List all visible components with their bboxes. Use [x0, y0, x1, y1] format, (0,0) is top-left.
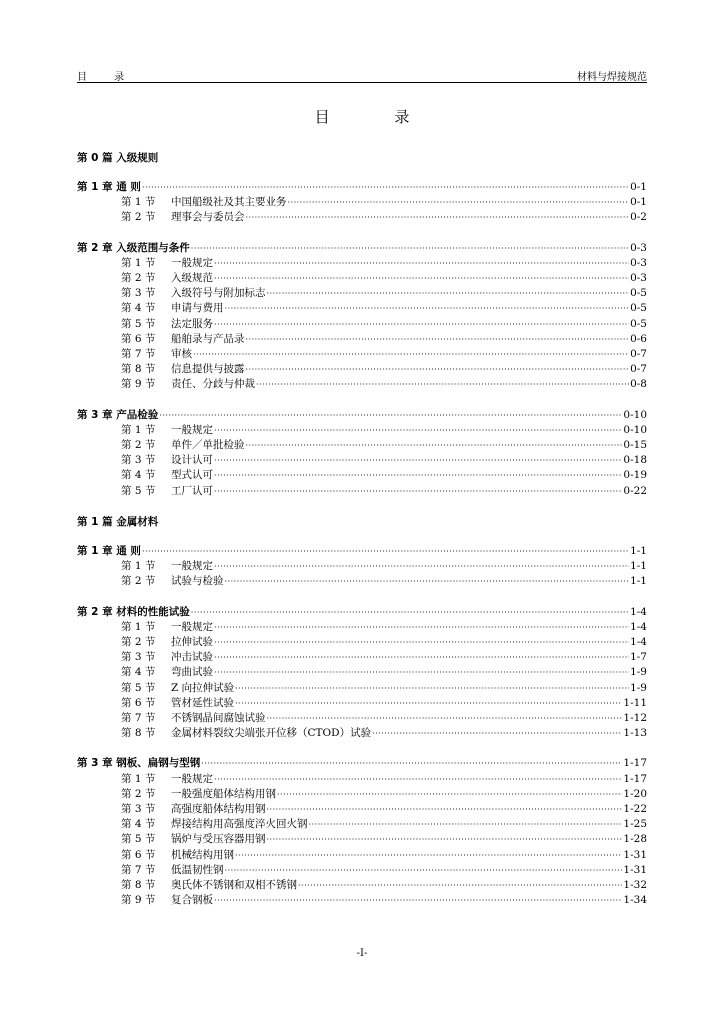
toc-section-number: 第 2 节 — [121, 787, 156, 800]
toc-page-number: 0-15 — [623, 439, 647, 451]
toc-section-entry[interactable] — [77, 862, 647, 877]
toc-page-number: 1-20 — [623, 787, 647, 800]
toc-leader-dots — [214, 259, 629, 268]
toc-leader-dots — [246, 335, 630, 344]
toc-leader-dots — [267, 835, 623, 844]
toc-leader-dots — [235, 684, 629, 693]
toc-section-entry[interactable] — [77, 316, 647, 331]
toc-section-title: 试验与检验 — [171, 575, 224, 588]
toc-leader-dots — [267, 805, 623, 814]
toc-page-number: 1-34 — [623, 894, 647, 907]
toc-section-number: 第 7 节 — [121, 712, 156, 724]
toc-page-number: 0-18 — [623, 454, 647, 467]
toc-chapter-number: 第 1 章 — [77, 181, 113, 193]
toc-page-number: 0-5 — [630, 317, 647, 330]
toc-leader-dots — [191, 608, 629, 617]
toc-leader-dots — [267, 289, 630, 298]
toc-section-entry[interactable] — [77, 695, 647, 710]
toc-leader-dots — [214, 623, 629, 632]
toc-leader-dots — [193, 350, 629, 359]
toc-chapter-number: 第 2 章 — [77, 605, 113, 618]
toc-section-number: 第 9 节 — [121, 894, 156, 907]
toc-section-entry[interactable] — [77, 725, 647, 740]
toc-section-title: 责任、分歧与仲裁 — [171, 378, 255, 391]
toc-section-entry[interactable] — [77, 300, 647, 315]
toc-section-entry[interactable] — [77, 816, 647, 831]
toc-section-number: 第 4 节 — [121, 818, 156, 831]
toc-leader-dots — [214, 487, 622, 496]
toc-section-title: 一般规定 — [171, 560, 213, 573]
toc-chapter-title: 入级范围与条件 — [116, 241, 190, 254]
toc-section-entry[interactable] — [77, 209, 647, 224]
toc-page-number: 1-4 — [630, 636, 647, 648]
toc-section-title: 拉伸试验 — [171, 636, 213, 648]
toc-page-number: 0-22 — [623, 484, 647, 497]
toc-section-title: 一般规定 — [171, 620, 213, 633]
toc-page-number: 1-9 — [630, 666, 647, 679]
toc-section-title: 复合钢板 — [171, 894, 213, 907]
toc-section-title: 锅炉与受压容器用钢 — [171, 833, 266, 846]
toc-section-title: 信息提供与披露 — [171, 363, 245, 376]
toc-page-number: 1-4 — [630, 620, 647, 633]
toc-section-number: 第 3 节 — [121, 454, 156, 467]
toc-section-number: 第 1 节 — [121, 620, 156, 633]
toc-section-entry[interactable] — [77, 892, 647, 907]
toc-leader-dots — [246, 441, 623, 450]
toc-section-title: 法定服务 — [171, 317, 213, 330]
toc-section-entry[interactable] — [77, 801, 647, 816]
toc-chapter-entry[interactable] — [77, 407, 647, 422]
toc-leader-dots — [246, 365, 630, 374]
toc-section-entry[interactable] — [77, 710, 647, 725]
toc-page-number: 0-19 — [623, 469, 647, 482]
toc-chapter-number: 第 1 章 — [77, 545, 113, 557]
toc-page-number: 1-12 — [623, 712, 647, 724]
toc-leader-dots — [235, 699, 622, 708]
toc-section-entry[interactable] — [77, 346, 647, 361]
toc-page-number: 0-5 — [630, 287, 647, 300]
toc-section-number: 第 1 节 — [121, 423, 156, 436]
toc-section-number: 第 3 节 — [121, 287, 156, 300]
toc-section-title: 船舶录与产品录 — [171, 332, 245, 345]
toc-leader-dots — [256, 380, 629, 389]
toc-page-number: 0-3 — [630, 272, 647, 284]
toc-section-number: 第 4 节 — [121, 302, 156, 315]
toc-part-heading: 第 0 篇 入级规则 — [77, 152, 159, 164]
toc-section-number: 第 4 节 — [121, 666, 156, 679]
toc-section-title: 型式认可 — [171, 469, 213, 482]
toc-section-entry[interactable] — [77, 847, 647, 862]
toc-page-number: 1-17 — [623, 772, 647, 785]
toc-section-title: 单件／单批检验 — [171, 439, 245, 451]
toc-page-number: 0-6 — [630, 332, 647, 345]
toc-section-title: 不锈钢晶间腐蚀试验 — [171, 712, 266, 724]
toc-chapter-number: 第 2 章 — [77, 241, 113, 254]
toc-section-number: 第 2 节 — [121, 211, 156, 224]
toc-leader-dots — [225, 577, 630, 586]
toc-section-number: 第 3 节 — [121, 803, 156, 815]
toc-page-number: 0-3 — [630, 241, 647, 254]
toc-section-title: 审核 — [171, 348, 192, 360]
toc-leader-dots — [225, 866, 623, 875]
toc-leader-dots — [214, 426, 622, 435]
toc-section-title: 理事会与委员会 — [171, 211, 245, 224]
toc-chapter-number: 第 3 章 — [77, 408, 113, 421]
toc-section-entry[interactable] — [77, 634, 647, 649]
toc-section-entry[interactable] — [77, 361, 647, 376]
toc-page-number: 0-5 — [630, 302, 647, 315]
header-section-label: 目 录 — [77, 72, 137, 83]
toc-leader-dots — [191, 244, 629, 253]
toc-leader-dots — [214, 320, 629, 329]
toc-leader-dots — [267, 714, 623, 723]
toc-section-title: 一般强度船体结构用钢 — [171, 787, 276, 800]
toc-section-entry[interactable] — [77, 664, 647, 679]
toc-leader-dots — [214, 274, 629, 283]
toc-chapter-title: 材料的性能试验 — [116, 605, 190, 618]
toc-page-number: 1-17 — [623, 757, 647, 770]
toc-section-number: 第 1 节 — [121, 560, 156, 573]
toc-section-number: 第 9 节 — [121, 378, 156, 391]
toc-section-title: 工厂认可 — [171, 484, 213, 497]
toc-section-entry[interactable] — [77, 831, 647, 846]
toc-section-title: 金属材料裂纹尖端张开位移（CTOD）试验 — [171, 727, 372, 740]
toc-section-entry[interactable] — [77, 285, 647, 300]
toc-page-number: 1-4 — [630, 605, 647, 618]
toc-leader-dots — [214, 562, 629, 571]
toc-section-title: 弯曲试验 — [171, 666, 213, 679]
toc-section-entry[interactable] — [77, 194, 647, 209]
toc-chapter-entry[interactable] — [77, 604, 647, 619]
toc-section-number: 第 5 节 — [121, 833, 156, 846]
toc-leader-dots — [214, 653, 629, 662]
toc-page-number: 1-1 — [630, 575, 647, 588]
toc-section-entry[interactable] — [77, 270, 647, 285]
toc-chapter-title: 产品检验 — [116, 408, 159, 421]
toc-leader-dots — [159, 411, 622, 420]
toc-section-title: 奥氏体不锈钢和双相不锈钢 — [171, 879, 297, 891]
toc-chapter-entry[interactable] — [77, 179, 647, 194]
toc-page-number: 1-31 — [623, 863, 647, 876]
toc-section-number: 第 1 节 — [121, 256, 156, 269]
toc-section-title: 中国船级社及其主要业务 — [171, 196, 287, 209]
toc-page-number: 1-22 — [623, 803, 647, 815]
header-document-title: 材料与焊接规范 — [577, 72, 647, 83]
toc-leader-dots — [142, 547, 629, 556]
toc-section-number: 第 7 节 — [121, 348, 156, 360]
toc-section-entry[interactable] — [77, 573, 647, 588]
toc-leader-dots — [214, 638, 629, 647]
toc-section-entry[interactable] — [77, 680, 647, 695]
toc-section-title: 冲击试验 — [171, 651, 213, 664]
toc-page-number: 1-28 — [623, 833, 647, 846]
toc-leader-dots — [288, 198, 630, 207]
toc-chapter-entry[interactable] — [77, 755, 647, 770]
toc-section-number: 第 6 节 — [121, 848, 156, 861]
toc-section-entry[interactable] — [77, 376, 647, 391]
toc-section-number: 第 6 节 — [121, 332, 156, 345]
toc-section-number: 第 2 节 — [121, 575, 156, 588]
toc-section-number: 第 5 节 — [121, 317, 156, 330]
toc-page-number: 0-3 — [630, 256, 647, 269]
toc-section-number: 第 6 节 — [121, 696, 156, 709]
page-title: 目 录 — [314, 108, 440, 126]
toc-page-number: 0-1 — [630, 196, 647, 209]
toc-section-title: 高强度船体结构用钢 — [171, 803, 266, 815]
toc-part-heading: 第 1 篇 金属材料 — [77, 516, 159, 528]
toc-section-entry[interactable] — [77, 786, 647, 801]
toc-page-number: 1-1 — [630, 545, 647, 557]
toc-section-entry[interactable] — [77, 467, 647, 482]
toc-page-number: 1-1 — [630, 560, 647, 573]
toc-section-number: 第 8 节 — [121, 879, 156, 891]
toc-chapter-title: 通 则 — [116, 181, 141, 193]
toc-leader-dots — [298, 881, 622, 890]
toc-section-entry[interactable] — [77, 422, 647, 437]
toc-section-number: 第 2 节 — [121, 272, 156, 284]
toc-section-number: 第 5 节 — [121, 681, 156, 694]
toc-section-number: 第 8 节 — [121, 727, 156, 740]
page-number: -I- — [356, 948, 368, 959]
toc-chapter-entry[interactable] — [77, 543, 647, 558]
toc-page-number: 1-25 — [623, 818, 647, 831]
toc-section-title: 一般规定 — [171, 256, 213, 269]
toc-leader-dots — [142, 183, 629, 192]
toc-section-entry[interactable] — [77, 255, 647, 270]
toc-chapter-title: 钢板、扁钢与型钢 — [116, 757, 201, 770]
toc-section-number: 第 3 节 — [121, 651, 156, 664]
toc-section-entry[interactable] — [77, 649, 647, 664]
toc-leader-dots — [246, 213, 630, 222]
toc-leader-dots — [201, 759, 622, 768]
toc-section-entry[interactable] — [77, 483, 647, 498]
toc-section-number: 第 2 节 — [121, 636, 156, 648]
toc-section-entry[interactable] — [77, 437, 647, 452]
toc-leader-dots — [277, 790, 622, 799]
toc-section-number: 第 8 节 — [121, 363, 156, 376]
toc-leader-dots — [214, 456, 622, 465]
toc-page-number: 1-13 — [623, 727, 647, 740]
toc-section-entry[interactable] — [77, 771, 647, 786]
toc-leader-dots — [235, 851, 622, 860]
toc-section-title: 焊接结构用高强度淬火回火钢 — [171, 818, 308, 831]
toc-chapter-number: 第 3 章 — [77, 757, 113, 770]
toc-section-number: 第 1 节 — [121, 772, 156, 785]
toc-page-number: 0-7 — [630, 363, 647, 376]
page-header — [77, 66, 647, 83]
toc-section-number: 第 5 节 — [121, 484, 156, 497]
toc-page-number: 1-9 — [630, 681, 647, 694]
toc-section-entry[interactable] — [77, 619, 647, 634]
toc-page-number: 1-32 — [623, 879, 647, 891]
toc-section-title: 机械结构用钢 — [171, 848, 234, 861]
toc-page-number: 1-7 — [630, 651, 647, 664]
toc-chapter-entry[interactable] — [77, 240, 647, 255]
toc-section-title: 一般规定 — [171, 772, 213, 785]
toc-page-number: 0-7 — [630, 348, 647, 360]
toc-section-number: 第 4 节 — [121, 469, 156, 482]
toc-leader-dots — [225, 304, 630, 313]
toc-section-number: 第 1 节 — [121, 196, 156, 209]
toc-page-number: 0-1 — [630, 181, 647, 193]
toc-leader-dots — [214, 471, 622, 480]
toc-page-number: 1-11 — [623, 696, 647, 709]
toc-section-title: 一般规定 — [171, 423, 213, 436]
toc-section-entry[interactable] — [77, 331, 647, 346]
toc-page-number: 0-2 — [630, 211, 647, 224]
toc-section-title: Z 向拉伸试验 — [171, 681, 235, 694]
toc-leader-dots — [214, 775, 622, 784]
toc-leader-dots — [372, 729, 622, 738]
toc-leader-dots — [214, 896, 622, 905]
toc-section-entry[interactable] — [77, 558, 647, 573]
toc-page-number: 0-8 — [630, 378, 647, 391]
toc-section-title: 管材延性试验 — [171, 696, 234, 709]
toc-page-number: 0-10 — [623, 408, 647, 421]
toc-leader-dots — [214, 668, 629, 677]
toc-page-number: 0-10 — [623, 423, 647, 436]
toc-section-title: 入级规范 — [171, 272, 213, 284]
toc-section-number: 第 2 节 — [121, 439, 156, 451]
toc-section-entry[interactable] — [77, 877, 647, 892]
toc-page-number: 1-31 — [623, 848, 647, 861]
toc-section-number: 第 7 节 — [121, 863, 156, 876]
toc-leader-dots — [309, 820, 623, 829]
toc-section-title: 申请与费用 — [171, 302, 224, 315]
toc-section-title: 设计认可 — [171, 454, 213, 467]
toc-section-title: 低温韧性钢 — [171, 863, 224, 876]
toc-section-entry[interactable] — [77, 452, 647, 467]
toc-chapter-title: 通 则 — [116, 545, 141, 557]
toc-section-title: 入级符号与附加标志 — [171, 287, 266, 300]
